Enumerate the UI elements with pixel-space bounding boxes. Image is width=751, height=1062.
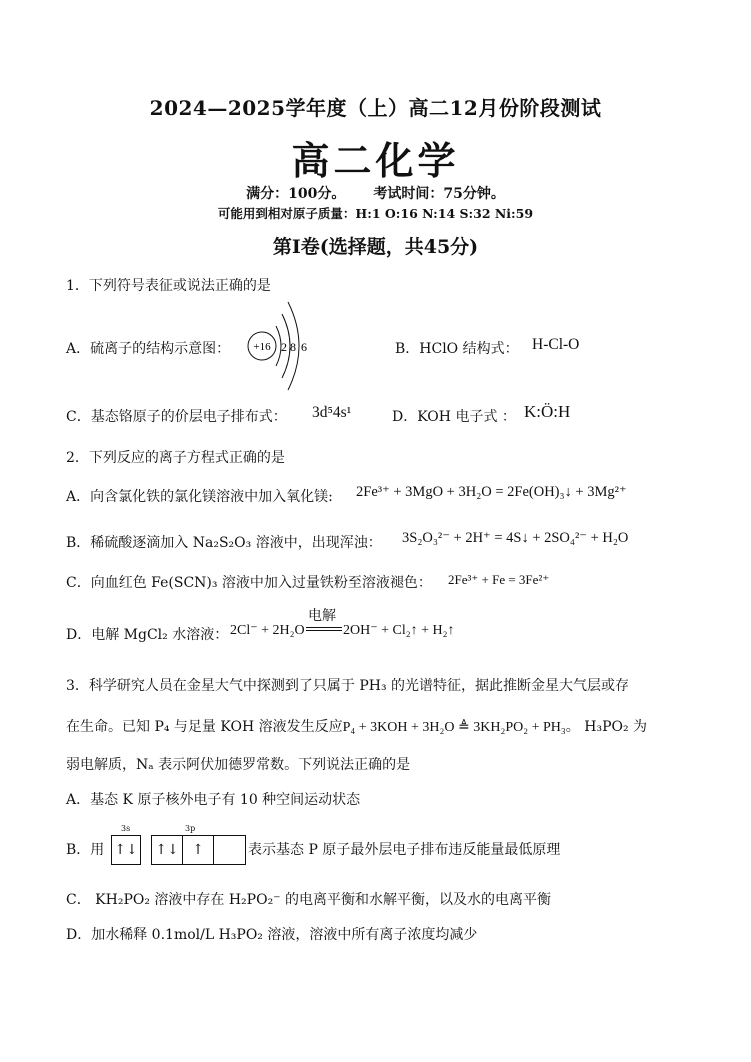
exam-time: 考试时间：75分钟。	[373, 186, 505, 202]
q1-option-b-formula: H-Cl-O	[532, 336, 580, 353]
q3-stem-line2-text: 在生命。已知 P₄ 与足量 KOH 溶液发生反应	[66, 719, 343, 735]
q2-option-c-equation: 2Fe³⁺ + Fe = 3Fe²⁺	[448, 572, 550, 587]
q1-option-a-label: A．硫离子的结构示意图：	[66, 341, 231, 357]
q2-option-b-label: B．稀硫酸逐滴加入 Na₂S₂O₃ 溶液中，出现浑浊：	[66, 535, 382, 551]
svg-text:6: 6	[301, 340, 307, 354]
orbital-3p-box	[151, 835, 246, 865]
subject-title: 高二化学	[291, 138, 460, 183]
q3-stem-line1: 3．科学研究人员在金星大气中探测到了只属于 PH₃ 的光谱特征，据此推断金星大气层或存	[66, 678, 630, 694]
q2-option-d-eq-right: 2OH⁻ + Cl₂↑ + H₂↑	[343, 623, 455, 638]
q1-option-b-label: B．HClO 结构式：	[395, 341, 519, 357]
q3-option-c: C． KH₂PO₂ 溶液中存在 H₂PO₂⁻ 的电离平衡和水解平衡，以及水的电离平衡	[66, 892, 552, 908]
svg-text:2: 2	[281, 340, 287, 354]
q3-stem-line2	[66, 716, 647, 736]
q2-option-a-equation: 2Fe³⁺ + 3MgO + 3H₂O = 2Fe(OH)₃↓ + 3Mg²⁺	[356, 484, 627, 500]
q3-option-d: D．加水稀释 0.1mol/L H₃PO₂ 溶液，溶液中所有离子浓度均减少	[66, 927, 478, 943]
orbital-3s-cell: ↑↓	[114, 842, 138, 858]
exam-title: 2024—2025学年度（上）高二12月份阶段测试	[149, 96, 602, 120]
full-score: 满分：100分。	[246, 186, 346, 202]
q3-stem-line3: 弱电解质，Nₐ 表示阿伏加德罗常数。下列说法正确的是	[66, 757, 411, 773]
q2-option-c-label: C．向血红色 Fe(SCN)₃ 溶液中加入过量铁粉至溶液褪色：	[66, 575, 432, 591]
orbital-3p-cell-3	[214, 836, 244, 864]
q2-stem: 2．下列反应的离子方程式正确的是	[66, 450, 285, 466]
q3-option-a: A．基态 K 原子核外电子有 10 种空间运动状态	[66, 792, 361, 808]
q3-option-b-label: B．用	[66, 842, 105, 858]
q2-option-d-eq-left: 2Cl⁻ + 2H₂O	[230, 623, 305, 638]
orbital-3s-box	[111, 835, 141, 865]
exam-meta	[0, 183, 751, 203]
sulfide-ion-structure-diagram	[242, 300, 322, 392]
orbital-3s-label: 3s	[121, 824, 131, 833]
orbital-3p-cell-1: ↑↓	[152, 836, 183, 864]
q3-reaction-equation: P₄ + 3KOH + 3H₂O ≜ 3KH₂PO₂ + PH₃	[342, 720, 566, 735]
q2-option-a-label: A．向含氯化铁的氯化镁溶液中加入氧化镁:	[66, 489, 333, 505]
q1-option-d-formula: K:Ö:H	[524, 402, 571, 421]
q1-stem: 1．下列符号表征或说法正确的是	[66, 278, 271, 294]
q2-option-d-label: D．电解 MgCl₂ 水溶液：	[66, 627, 229, 643]
q2-option-b-equation: 3S₂O₃²⁻ + 2H⁺ = 4S↓ + 2SO₄²⁻ + H₂O	[402, 530, 629, 546]
orbital-3p-label: 3p	[185, 824, 196, 833]
atomic-masses: 可能用到相对原子质量：H:1 O:16 N:14 S:32 Ni:59	[217, 206, 534, 221]
nucleus-charge: +16	[253, 341, 271, 353]
q2-option-d-condition: 电解	[308, 608, 336, 624]
equation-double-line	[306, 627, 342, 628]
q3-stem-line2-tail: 。 H₃PO₂ 为	[565, 719, 648, 735]
q3-option-b-text: 表示基态 P 原子最外层电子排布违反能量最低原理	[248, 842, 561, 858]
svg-text:8: 8	[290, 340, 296, 354]
q1-option-c-label: C．基态铬原子的价层电子排布式：	[66, 409, 287, 425]
part-title: 第Ⅰ卷(选择题，共45分)	[272, 236, 479, 258]
q1-option-c-formula: 3d⁵4s¹	[312, 404, 352, 421]
orbital-3p-cell-2: ↑	[183, 836, 214, 864]
equation-double-line-lower	[306, 630, 342, 631]
q1-option-d-label: D．KOH 电子式 ：	[392, 409, 516, 425]
